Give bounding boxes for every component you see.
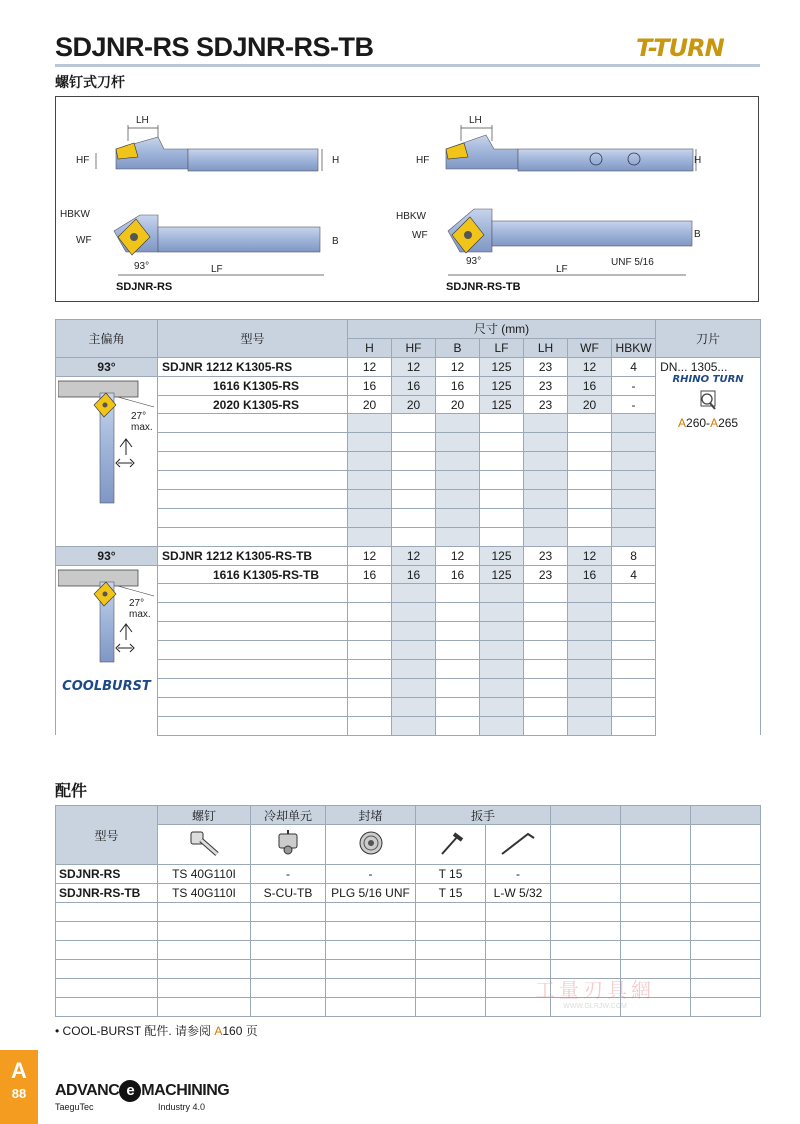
- screw-icon: [158, 825, 251, 865]
- max-label-2: max.: [129, 608, 151, 620]
- acc-value-cell: TS 40G110I: [158, 884, 251, 903]
- acc-value-cell: S-CU-TB: [251, 884, 326, 903]
- page-ref-1: 260-: [686, 415, 711, 430]
- lf-label: LF: [211, 264, 223, 275]
- angle-label-right: 93°: [466, 256, 482, 267]
- model-cell: SDJNR 1212 K1305-RS-TB: [158, 546, 348, 565]
- value-cell: 23: [524, 395, 568, 414]
- acc-header-cooling: 冷却单元: [251, 806, 326, 825]
- wf-label-right: WF: [412, 230, 428, 241]
- value-cell: 12: [392, 546, 436, 565]
- unf-label: UNF 5/16: [611, 257, 654, 268]
- page-number: 88: [11, 1086, 27, 1101]
- value-cell: 16: [348, 376, 392, 395]
- group1-angle: 93°: [56, 357, 158, 376]
- left-top-view: [60, 209, 339, 293]
- value-cell: 12: [568, 357, 612, 376]
- footer-industry: Industry 4.0: [158, 1102, 206, 1112]
- value-cell: -: [612, 376, 656, 395]
- empty-row: [56, 903, 761, 922]
- value-cell: 23: [524, 546, 568, 565]
- b-label-right: B: [694, 229, 701, 240]
- lh-label: LH: [136, 115, 149, 126]
- empty-row: [56, 490, 761, 509]
- empty-row: [56, 922, 761, 941]
- value-cell: 16: [568, 376, 612, 395]
- acc-model-cell: SDJNR-RS-TB: [56, 884, 158, 903]
- empty-row: [56, 452, 761, 471]
- logo-right: MACHINING: [141, 1082, 230, 1099]
- angle-label: 93°: [134, 261, 150, 272]
- plug-icon: [326, 825, 416, 865]
- insert-info-cell: [656, 357, 761, 735]
- footer-taegutec: TaeguTec: [55, 1102, 94, 1112]
- value-cell: 20: [348, 395, 392, 414]
- lf-label-right: LF: [556, 264, 568, 275]
- logo-left: ADVANC: [55, 1082, 120, 1099]
- value-cell: 12: [348, 546, 392, 565]
- header-insert: 刀片: [656, 320, 761, 358]
- table-row: [56, 546, 761, 565]
- section-letter: A: [11, 1058, 27, 1083]
- col-lh: LH: [524, 338, 568, 357]
- table-row: [56, 565, 761, 584]
- col-b: B: [436, 338, 480, 357]
- acc-value-cell: -: [251, 865, 326, 884]
- value-cell: 12: [348, 357, 392, 376]
- acc-value-cell: T 15: [416, 884, 486, 903]
- value-cell: 20: [392, 395, 436, 414]
- acc-value-cell: TS 40G110I: [158, 865, 251, 884]
- logo-e: e: [119, 1080, 141, 1102]
- rhino-turn-logo: RHINO TURN: [672, 373, 744, 385]
- value-cell: 12: [436, 357, 480, 376]
- model-cell: SDJNR 1212 K1305-RS: [158, 357, 348, 376]
- value-cell: 16: [348, 565, 392, 584]
- max-angle-1: 27°: [131, 410, 147, 422]
- h-label: H: [332, 155, 340, 166]
- empty-row: [56, 527, 761, 546]
- value-cell: 4: [612, 565, 656, 584]
- hex-key-icon: [486, 825, 551, 865]
- hf-label: HF: [76, 155, 90, 166]
- watermark: [535, 946, 655, 1010]
- value-cell: 125: [480, 357, 524, 376]
- value-cell: 16: [392, 376, 436, 395]
- accessories-table: [55, 805, 761, 1017]
- empty-row: [56, 603, 761, 622]
- turning-diagram-1: [58, 377, 156, 527]
- value-cell: 125: [480, 565, 524, 584]
- main-spec-table: [55, 319, 761, 736]
- empty-row: [56, 433, 761, 452]
- value-cell: 12: [392, 357, 436, 376]
- model-cell: 1616 K1305-RS: [158, 376, 348, 395]
- brand-logo: T-TURN: [636, 34, 724, 62]
- lh-label-right: LH: [469, 115, 482, 126]
- hbkw-label-right: HBKW: [396, 211, 426, 222]
- empty-row: [56, 622, 761, 641]
- value-cell: 16: [436, 376, 480, 395]
- empty-row: [56, 471, 761, 490]
- value-cell: 4: [612, 357, 656, 376]
- hbkw-label: HBKW: [60, 209, 90, 220]
- page-ref-a1: A: [678, 415, 687, 430]
- table-row: [56, 865, 761, 884]
- acc-header-wrench: 扳手: [416, 806, 551, 825]
- page-ref-2: 265: [718, 415, 739, 430]
- cooling-unit-icon: [251, 825, 326, 865]
- value-cell: 16: [568, 565, 612, 584]
- watermark-url: WWW.GLRJW.COM: [563, 1003, 627, 1010]
- acc-value-cell: -: [326, 865, 416, 884]
- empty-row: [56, 697, 761, 716]
- acc-value-cell: L-W 5/32: [486, 884, 551, 903]
- value-cell: 16: [392, 565, 436, 584]
- h-label-right: H: [694, 155, 702, 166]
- insert-page-ref[interactable]: [658, 416, 758, 430]
- table-row: [56, 884, 761, 903]
- value-cell: 16: [436, 565, 480, 584]
- left-caption: SDJNR-RS: [116, 281, 173, 293]
- empty-row: [56, 584, 761, 603]
- advance-machining-logo: [55, 1080, 229, 1102]
- footnote: [55, 1022, 258, 1039]
- empty-row: [56, 508, 761, 527]
- value-cell: 125: [480, 546, 524, 565]
- value-cell: 23: [524, 357, 568, 376]
- right-top-view: [396, 209, 701, 293]
- coolburst-logo: COOLBURST: [62, 678, 151, 694]
- footnote-text: • COOL-BURST 配件. 请参阅: [55, 1024, 215, 1038]
- table-row: [56, 395, 761, 414]
- value-cell: 12: [568, 546, 612, 565]
- empty-row: [56, 641, 761, 660]
- model-cell: 2020 K1305-RS: [158, 395, 348, 414]
- group2-illustration: [56, 565, 158, 735]
- value-cell: 8: [612, 546, 656, 565]
- value-cell: 20: [436, 395, 480, 414]
- value-cell: 125: [480, 376, 524, 395]
- right-caption: SDJNR-RS-TB: [446, 281, 521, 293]
- footnote-ref-a: A: [214, 1024, 223, 1038]
- col-hbkw: HBKW: [612, 338, 656, 357]
- table-row: [56, 357, 761, 376]
- header-angle: 主偏角: [56, 320, 158, 358]
- value-cell: 12: [436, 546, 480, 565]
- group1-illustration: [56, 376, 158, 546]
- acc-header-model: 型号: [56, 806, 158, 865]
- section-tab: [0, 1050, 38, 1124]
- value-cell: 20: [568, 395, 612, 414]
- value-cell: 23: [524, 565, 568, 584]
- empty-row: [56, 678, 761, 697]
- empty-row: [56, 716, 761, 735]
- col-hf: HF: [392, 338, 436, 357]
- magnifier-icon[interactable]: [658, 389, 758, 414]
- page-subtitle: 螺钉式刀杆: [55, 74, 125, 90]
- left-side-view: [76, 115, 339, 171]
- value-cell: 125: [480, 395, 524, 414]
- col-h: H: [348, 338, 392, 357]
- accessories-title: 配件: [55, 783, 88, 800]
- empty-row: [56, 660, 761, 679]
- wf-label: WF: [76, 235, 92, 246]
- max-label-1: max.: [131, 421, 153, 433]
- drawing-svg: [56, 97, 760, 303]
- page-title: SDJNR-RS SDJNR-RS-TB: [55, 32, 374, 62]
- footnote-ref-page: 160 页: [222, 1024, 258, 1038]
- max-angle-2: 27°: [129, 597, 145, 609]
- watermark-cn: 工量刃具網: [535, 978, 655, 1002]
- acc-value-cell: T 15: [416, 865, 486, 884]
- torx-wrench-icon: [416, 825, 486, 865]
- value-cell: 23: [524, 376, 568, 395]
- table-row: [56, 376, 761, 395]
- insert-designation: DN... 1305...: [660, 359, 728, 374]
- empty-row: [56, 414, 761, 433]
- page-ref-a2: A: [710, 415, 719, 430]
- header-dims: 尺寸 (mm): [348, 320, 656, 339]
- acc-model-cell: SDJNR-RS: [56, 865, 158, 884]
- model-cell: 1616 K1305-RS-TB: [158, 565, 348, 584]
- group2-angle: 93°: [56, 546, 158, 565]
- acc-header-plug: 封堵: [326, 806, 416, 825]
- value-cell: -: [612, 395, 656, 414]
- col-wf: WF: [568, 338, 612, 357]
- hf-label-right: HF: [416, 155, 430, 166]
- col-lf: LF: [480, 338, 524, 357]
- acc-value-cell: -: [486, 865, 551, 884]
- technical-drawing: [55, 96, 759, 302]
- acc-header-screw: 螺钉: [158, 806, 251, 825]
- header-model: 型号: [158, 320, 348, 358]
- right-side-view: [416, 115, 701, 171]
- acc-value-cell: PLG 5/16 UNF: [326, 884, 416, 903]
- b-label: B: [332, 236, 339, 247]
- header-rule: [55, 64, 760, 67]
